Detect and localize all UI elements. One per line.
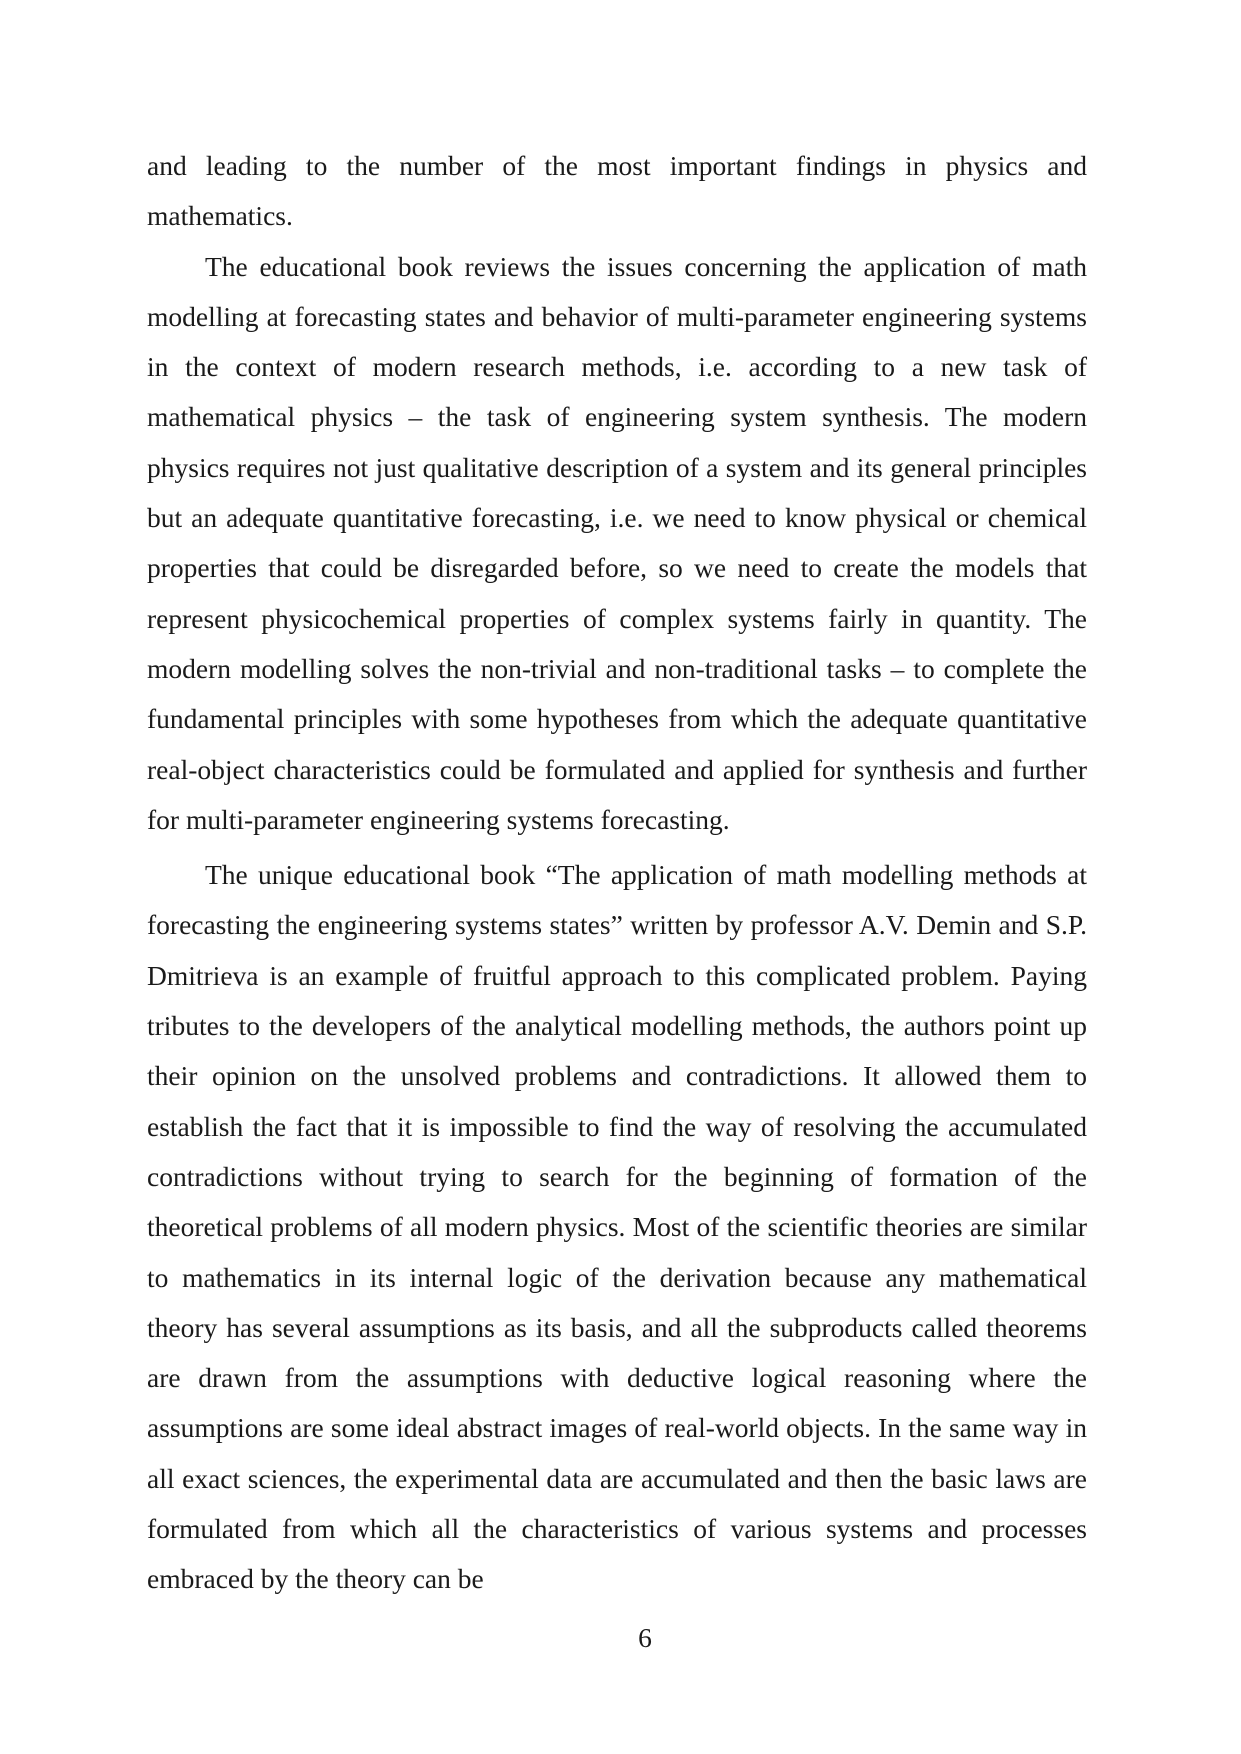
page-number: 6 [638,1622,652,1653]
paragraph-book-review: The educational book reviews the issues concerning the application of math modelling at forecasting states and behavior of multi-parameter engineering systems in the context of modern research methods, i.e. according to a new task of mathematical physics – the task of engineering system synthesis. The modern physics requires not just qualitative description of a system and its general principles but an adequate quantitative forecasting, i.e. we need to know physical or chemical properties that could be disregarded before, so we need to create the models that represent physicochemical properties of complex systems fairly in quantity. The modern modelling solves the non-trivial and non-traditional tasks – to complete the fundamental principles with some hypotheses from which the adequate quantitative real-object characteristics could be formulated and applied for synthesis and further for multi-parameter engineering systems forecasting. [147,250,1087,835]
body-text [147,141,1087,1605]
paragraph-continued: and leading to the number of the most important findings in physics and mathematics. [147,150,1087,232]
paragraph-unique-book: The unique educational book “The application of math modelling methods at forecasting the engineering systems states” written by professor A.V. Demin and S.P. Dmitrieva is an example of fruitful approach to this complicated problem. Paying tributes to the developers of the analytical modelling methods, the authors point up their opinion on the unsolved problems and contradictions. It allowed them to establish the fact that it is impossible to find the way of resolving the accumulated contradictions without trying to search for the beginning of formation of the theoretical problems of all modern physics. Most of the scientific theories are similar to mathematics in its internal logic of the derivation because any mathematical theory has several assumptions as its basis, and all the subproducts called theorems are drawn from the assumptions with deductive logical reasoning where the assumptions are some ideal abstract images of real-world objects. In the same way in all exact sciences, the experimental data are accumulated and then the basic laws are formulated from which all the characteristics of various systems and processes embraced by the theory can be [147,859,1087,1595]
